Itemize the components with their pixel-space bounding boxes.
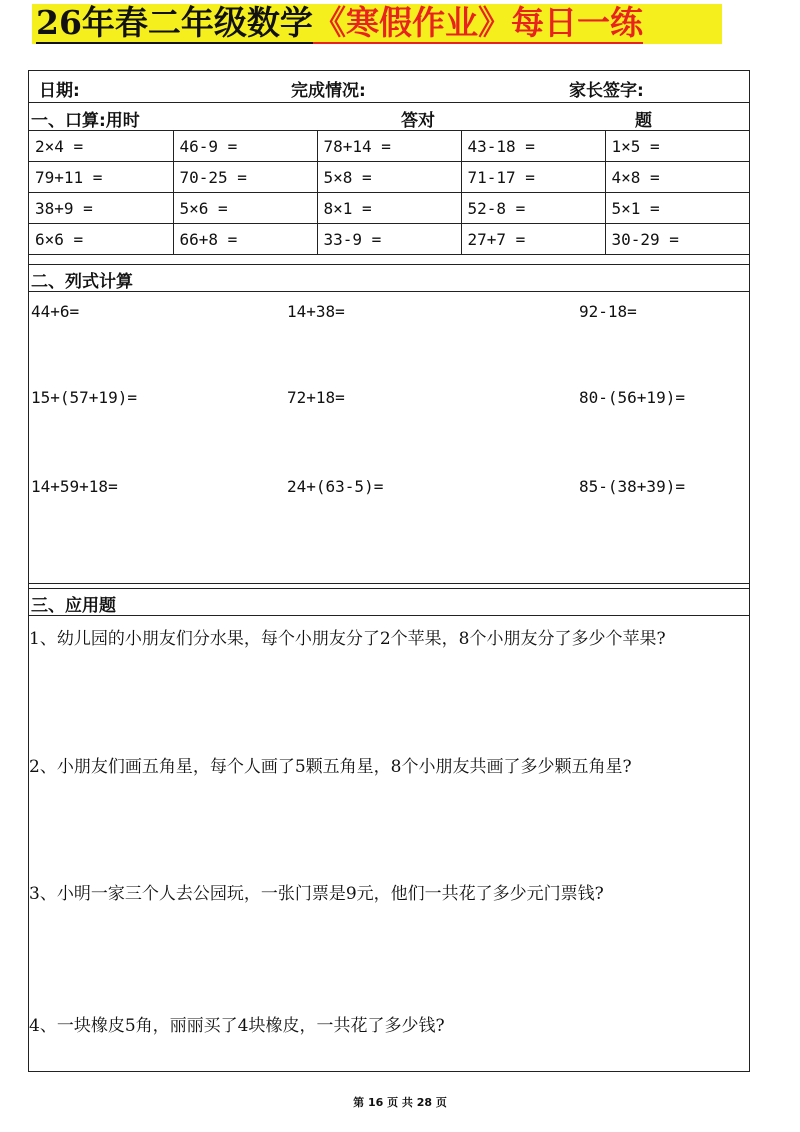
math-cell: 30-29 = xyxy=(605,224,749,255)
section2-title: 二、列式计算 xyxy=(31,272,133,292)
unit-label: 题 xyxy=(635,111,652,131)
correct-line xyxy=(401,106,652,131)
word-problem-3: 3、小明一家三个人去公园玩，一张门票是9元，他们一共花了多少元门票钱? xyxy=(29,884,604,904)
math-cell: 33-9 = xyxy=(317,224,461,255)
math-cell: 79+11 = xyxy=(29,162,173,193)
math-cell: 8×1 = xyxy=(317,193,461,224)
section2-body xyxy=(29,292,749,584)
table-row xyxy=(29,224,749,255)
correct-label: 答对 xyxy=(401,111,435,131)
math-cell: 78+14 = xyxy=(317,131,461,162)
section1-title: 一、口算:用时 xyxy=(31,111,140,131)
math-cell: 66+8 = xyxy=(173,224,317,255)
section1-title-line xyxy=(31,106,325,131)
mental-math-table xyxy=(29,131,749,255)
section1-header xyxy=(29,103,749,131)
math-cell: 5×6 = xyxy=(173,193,317,224)
math-cell: 71-17 = xyxy=(461,162,605,193)
parent-signature-label: 家长签字: xyxy=(569,81,644,101)
math-cell: 70-25 = xyxy=(173,162,317,193)
header-row xyxy=(29,71,749,103)
calc-item: 44+6= xyxy=(31,302,80,321)
word-problem-2: 2、小朋友们画五角星，每个人画了5颗五角星，8个小朋友共画了多少颗五角星? xyxy=(29,757,632,777)
table-row xyxy=(29,193,749,224)
math-cell: 5×8 = xyxy=(317,162,461,193)
calc-item: 85-(38+39)= xyxy=(579,477,685,496)
section3-title: 三、应用题 xyxy=(31,596,116,616)
page-number: 第 16 页 共 28 页 xyxy=(353,1096,447,1109)
title-homework: 《寒假作业》每日一练 xyxy=(312,3,643,42)
worksheet xyxy=(28,70,750,1072)
word-problem-1: 1、幼儿园的小朋友们分水果，每个小朋友分了2个苹果，8个小朋友分了多少个苹果? xyxy=(29,629,666,649)
calc-item: 80-(56+19)= xyxy=(579,388,685,407)
mental-math-grid xyxy=(29,131,749,255)
calc-item: 72+18= xyxy=(287,388,345,407)
section2-header xyxy=(29,264,749,292)
math-cell: 2×4 = xyxy=(29,131,173,162)
math-cell: 38+9 = xyxy=(29,193,173,224)
title-grade: 26年春二年级数学 xyxy=(36,3,313,42)
calc-item: 92-18= xyxy=(579,302,637,321)
title-banner xyxy=(32,4,722,44)
math-cell: 4×8 = xyxy=(605,162,749,193)
calc-item: 14+38= xyxy=(287,302,345,321)
math-cell: 1×5 = xyxy=(605,131,749,162)
math-cell: 52-8 = xyxy=(461,193,605,224)
correct-count-blank[interactable] xyxy=(435,112,635,131)
time-blank[interactable] xyxy=(140,112,325,131)
calc-item: 14+59+18= xyxy=(31,477,118,496)
table-row xyxy=(29,162,749,193)
math-cell: 5×1 = xyxy=(605,193,749,224)
word-problem-4: 4、一块橡皮5角，丽丽买了4块橡皮，一共花了多少钱? xyxy=(29,1016,445,1036)
math-cell: 43-18 = xyxy=(461,131,605,162)
calc-item: 15+(57+19)= xyxy=(31,388,137,407)
calc-item: 24+(63-5)= xyxy=(287,477,384,496)
date-label: 日期: xyxy=(39,81,80,101)
math-cell: 27+7 = xyxy=(461,224,605,255)
table-row xyxy=(29,131,749,162)
math-cell: 46-9 = xyxy=(173,131,317,162)
section3-header xyxy=(29,588,749,616)
math-cell: 6×6 = xyxy=(29,224,173,255)
completion-label: 完成情况: xyxy=(291,81,366,101)
